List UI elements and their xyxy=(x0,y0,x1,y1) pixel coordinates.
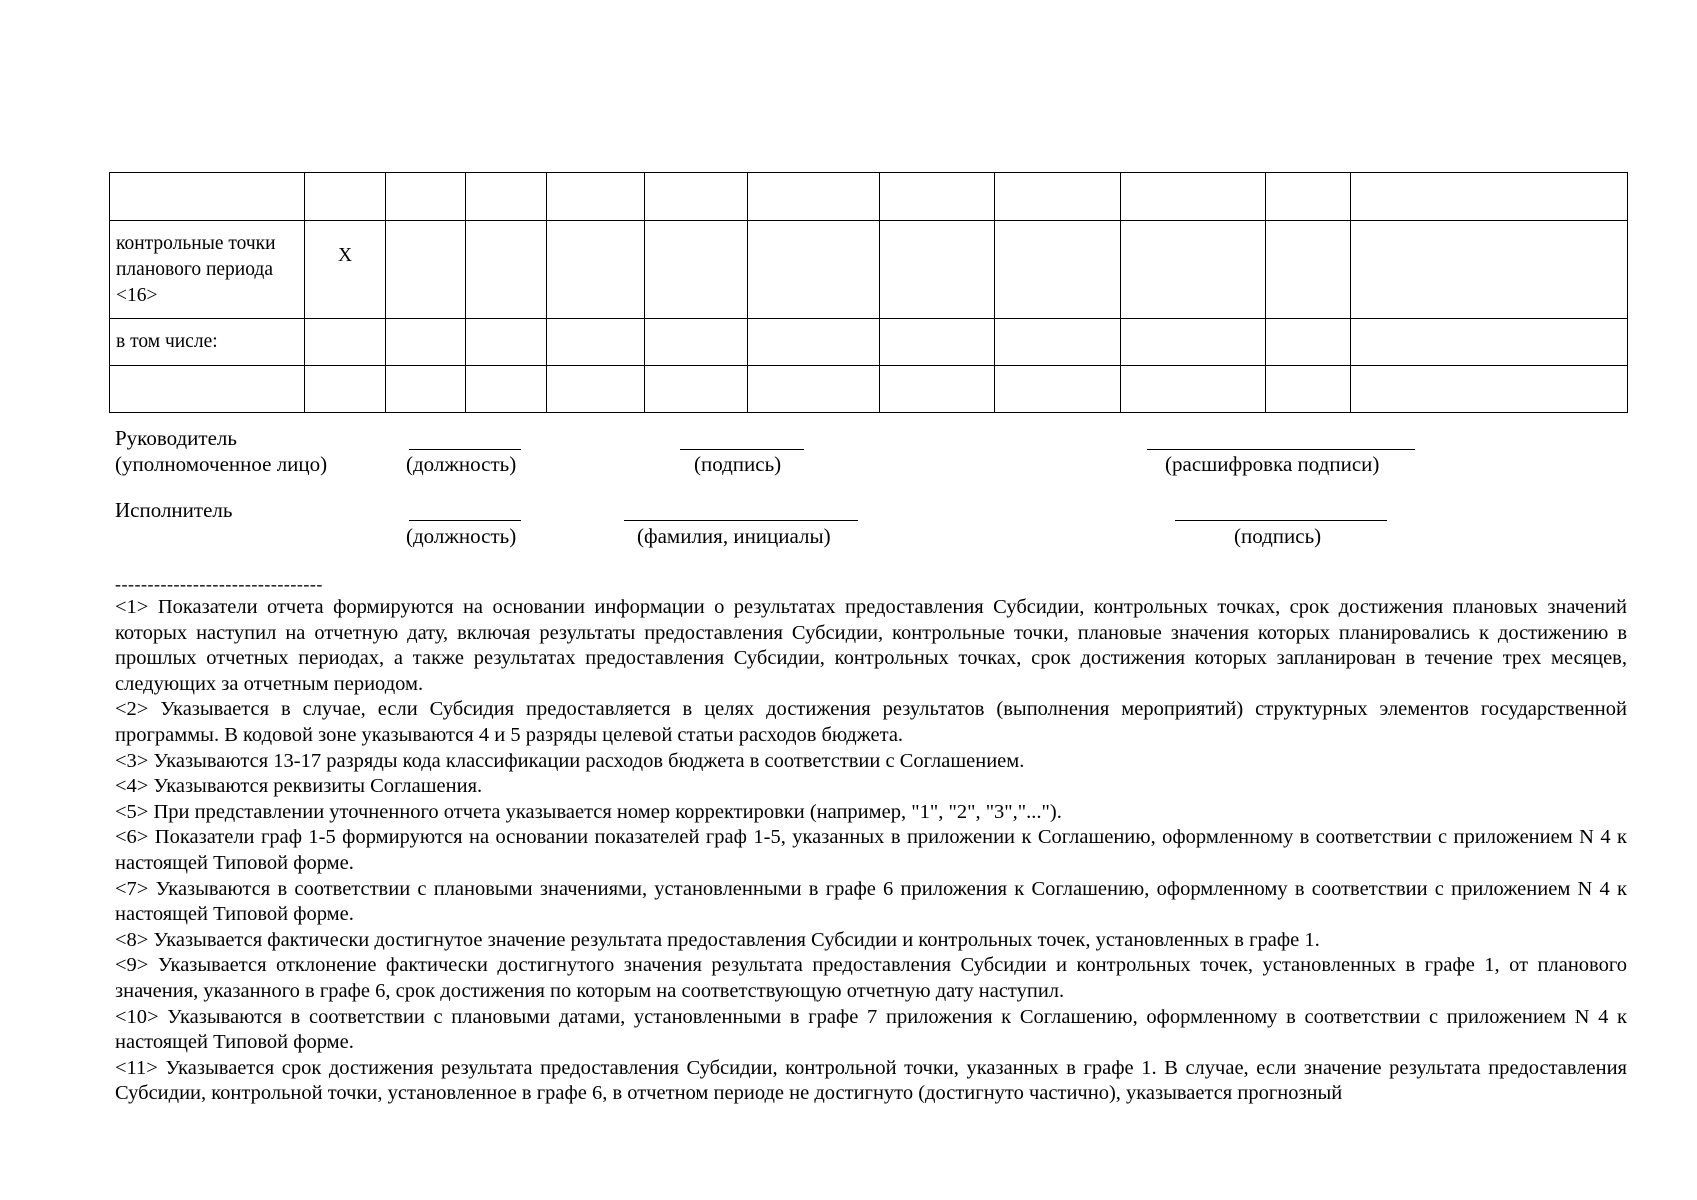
footnote-item: <5> При представлении уточненного отчета указывается номер корректировки (например, "1", "2", "3","..."). xyxy=(115,800,1062,823)
executor-position-line xyxy=(409,520,521,521)
table-cell xyxy=(466,319,547,366)
table-cell xyxy=(1266,221,1351,319)
table-cell xyxy=(748,366,880,413)
table-cell xyxy=(645,366,748,413)
table-cell xyxy=(880,173,995,221)
executor-name-line xyxy=(624,520,858,521)
table-cell xyxy=(880,366,995,413)
table-cell xyxy=(547,366,645,413)
decoding-caption: (расшифровка подписи) xyxy=(1165,452,1380,476)
table-cell xyxy=(466,366,547,413)
table-row xyxy=(110,221,1628,319)
table-cell xyxy=(386,366,466,413)
table-cell xyxy=(1351,221,1628,319)
table-cell xyxy=(995,366,1121,413)
head-label-sub: (уполномоченное лицо) xyxy=(115,452,328,476)
table-row xyxy=(110,319,1628,366)
table-cell xyxy=(995,173,1121,221)
table-cell xyxy=(1121,221,1266,319)
row-label-cell xyxy=(110,173,305,221)
footnote-item: <7> Указываются в соответствии с плановыми значениями, установленными в графе 6 приложения к Соглашению, оформленному в соответствии с приложением N 4 к настоящей Типовой форме. xyxy=(115,877,1627,926)
table-cell xyxy=(748,221,880,319)
footnote-item: <10> Указываются в соответствии с плановыми датами, установленными в графе 7 приложения к Соглашению, оформленному в соответствии с приложением N 4 к настоящей Типовой форме. xyxy=(115,1005,1627,1054)
footnote-item: <3> Указываются 13-17 разряды кода классификации расходов бюджета в соответствии с Соглашением. xyxy=(115,749,1025,772)
table-cell xyxy=(995,319,1121,366)
footnote-separator: -------------------------------- xyxy=(115,574,323,594)
table-cell xyxy=(1351,366,1628,413)
table-cell xyxy=(547,173,645,221)
executor-signature-caption: (подпись) xyxy=(1234,524,1322,548)
table-cell xyxy=(466,221,547,319)
footnote-item: <1> Показатели отчета формируются на основании информации о результатах предоставления Субсидии, контрольных точках, срок достижения плановых значений которых наступил на отчетную дату, включая результаты предоставления Субсидии, контрольные точки, плановые значения которых планировались к достижению в прошлых отчетных периодах, а также результатах предоставления Субсидии, контрольных точках, срок достижения которых запланирован в течение трех месяцев, следующих за отчетным периодом. xyxy=(115,596,1627,695)
executor-name-caption: (фамилия, инициалы) xyxy=(637,524,831,548)
footnote-item: <6> Показатели граф 1-5 формируются на основании показателей граф 1-5, указанных в приложении к Соглашению, оформленному в соответствии с приложением N 4 к настоящей Типовой форме. xyxy=(115,826,1627,874)
row-label-cell: в том числе: xyxy=(110,319,305,366)
table-cell xyxy=(305,366,386,413)
table-cell xyxy=(386,221,466,319)
executor-position-caption: (должность) xyxy=(406,524,517,548)
executor-label: Исполнитель xyxy=(115,498,233,522)
footnote-item: <2> Указывается в случае, если Субсидия предоставляется в целях достижения результатов (выполнения мероприятий) структурных элементов государственной программы. В кодовой зоне указываются 4 и 5 разряды целевой статьи расходов бюджета. xyxy=(115,698,1627,746)
table-cell xyxy=(386,319,466,366)
table-cell xyxy=(645,173,748,221)
row-label-cell: контрольные точки планового периода <16> xyxy=(110,221,305,319)
table-cell xyxy=(1121,173,1266,221)
table-cell xyxy=(466,173,547,221)
table-cell xyxy=(547,319,645,366)
footnote-item: <9> Указывается отклонение фактически достигнутого значения результата предоставления Субсидии и контрольных точек, установленных в графе 1, от планового значения, указанного в графе 6, срок достижения по которым на соответствующую отчетную дату наступил. xyxy=(115,954,1627,1002)
report-table xyxy=(109,172,1628,413)
executor-signature-line xyxy=(1175,520,1387,521)
row-label-cell xyxy=(110,366,305,413)
table-cell xyxy=(305,173,386,221)
footnotes xyxy=(115,595,1627,1115)
position-caption: (должность) xyxy=(406,452,517,476)
table-cell xyxy=(1266,319,1351,366)
head-label: Руководитель xyxy=(115,426,237,450)
footnote-item: <8> Указывается фактически достигнутое значение результата предоставления Субсидии и контрольных точек, установленных в графе 1. xyxy=(115,928,1320,951)
table-cell xyxy=(547,221,645,319)
signature-caption: (подпись) xyxy=(694,452,782,476)
table-cell xyxy=(880,319,995,366)
table-cell xyxy=(1121,319,1266,366)
table-row xyxy=(110,366,1628,413)
table-cell xyxy=(1351,173,1628,221)
table-cell xyxy=(880,221,995,319)
footnote-item: <11> Указывается срок достижения результата предоставления Субсидии, контрольной точки, указанных в графе 1. В случае, если значение результата предоставления Субсидии, контрольной точки, установленное в графе 6, в отчетном периоде не достигнуто (достигнуто частично), указывается прогнозный xyxy=(115,1056,1627,1105)
table-cell xyxy=(386,173,466,221)
table-cell xyxy=(645,319,748,366)
table-row xyxy=(110,173,1628,221)
table-cell xyxy=(995,221,1121,319)
decoding-line xyxy=(1147,449,1415,450)
table-cell xyxy=(1266,173,1351,221)
table-cell xyxy=(748,173,880,221)
table-cell xyxy=(1351,319,1628,366)
table-cell xyxy=(1121,366,1266,413)
signature-line xyxy=(680,449,804,450)
table-cell xyxy=(748,319,880,366)
position-line xyxy=(409,449,521,450)
table-cell: X xyxy=(305,221,386,319)
footnote-item: <4> Указываются реквизиты Соглашения. xyxy=(115,775,483,798)
table-cell xyxy=(1266,366,1351,413)
table-cell xyxy=(645,221,748,319)
table-cell xyxy=(305,319,386,366)
